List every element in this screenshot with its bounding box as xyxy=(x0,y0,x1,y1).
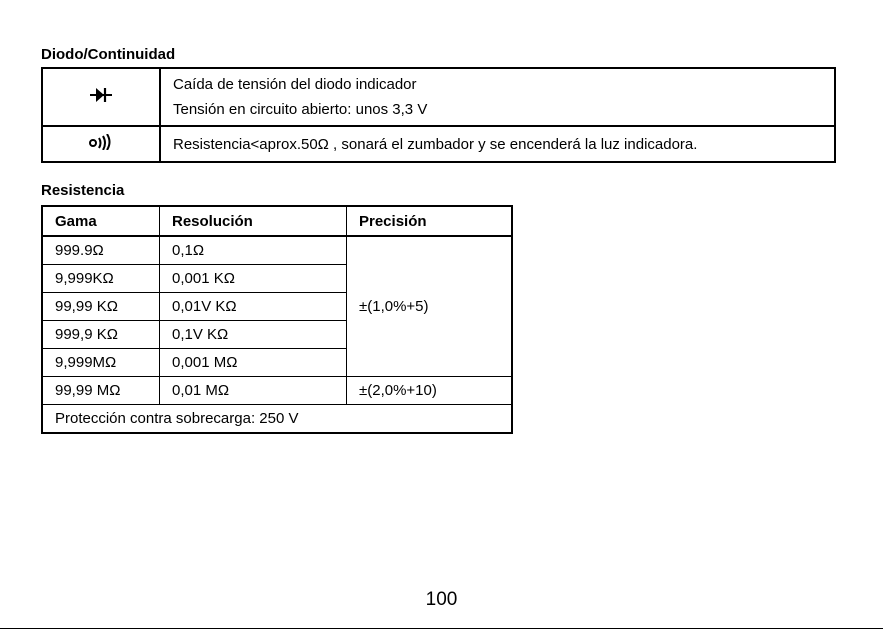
range-cell: 999,9 KΩ xyxy=(42,321,160,349)
range-cell: 999.9Ω xyxy=(42,236,160,265)
diode-section-title: Diodo/Continuidad xyxy=(41,46,176,63)
resolution-cell: 0,001 KΩ xyxy=(160,265,347,293)
continuity-description-cell xyxy=(160,126,835,162)
overload-protection-note: Protección contra sobrecarga: 250 V xyxy=(42,405,512,434)
resistance-section-title: Resistencia xyxy=(41,182,125,199)
table-footer-row xyxy=(42,405,512,434)
resolution-cell: 0,1Ω xyxy=(160,236,347,265)
column-header-resolution: Resolución xyxy=(160,206,347,236)
bottom-divider xyxy=(0,628,883,629)
continuity-description-line: Resistencia<aprox.50Ω , sonará el zumbador y se encenderá la luz indicadora. xyxy=(173,135,698,153)
diode-icon xyxy=(90,90,112,107)
range-cell: 99,99 MΩ xyxy=(42,377,160,405)
table-row xyxy=(42,126,835,162)
diode-description-cell xyxy=(160,68,835,126)
diode-description-line: Caída de tensión del diodo indicador xyxy=(173,76,417,93)
resistance-table xyxy=(41,205,513,434)
table-row xyxy=(42,377,512,405)
range-cell: 9,999KΩ xyxy=(42,265,160,293)
continuity-buzzer-icon xyxy=(88,137,114,154)
range-cell: 99,99 KΩ xyxy=(42,293,160,321)
diode-symbol-cell xyxy=(42,68,160,126)
column-header-range: Gama xyxy=(42,206,160,236)
table-row xyxy=(42,236,512,265)
accuracy-cell: ±(2,0%+10) xyxy=(347,377,513,405)
table-row xyxy=(42,68,835,126)
accuracy-cell: ±(1,0%+5) xyxy=(347,236,513,377)
resolution-cell: 0,01 MΩ xyxy=(160,377,347,405)
resolution-cell: 0,001 MΩ xyxy=(160,349,347,377)
resolution-cell: 0,1V KΩ xyxy=(160,321,347,349)
range-cell: 9,999MΩ xyxy=(42,349,160,377)
column-header-accuracy: Precisión xyxy=(347,206,513,236)
resolution-cell: 0,01V KΩ xyxy=(160,293,347,321)
diode-continuity-table xyxy=(41,67,836,163)
table-header-row xyxy=(42,206,512,236)
continuity-symbol-cell xyxy=(42,126,160,162)
diode-description-line: Tensión en circuito abierto: unos 3,3 V xyxy=(173,101,428,118)
page-number: 100 xyxy=(425,589,458,610)
